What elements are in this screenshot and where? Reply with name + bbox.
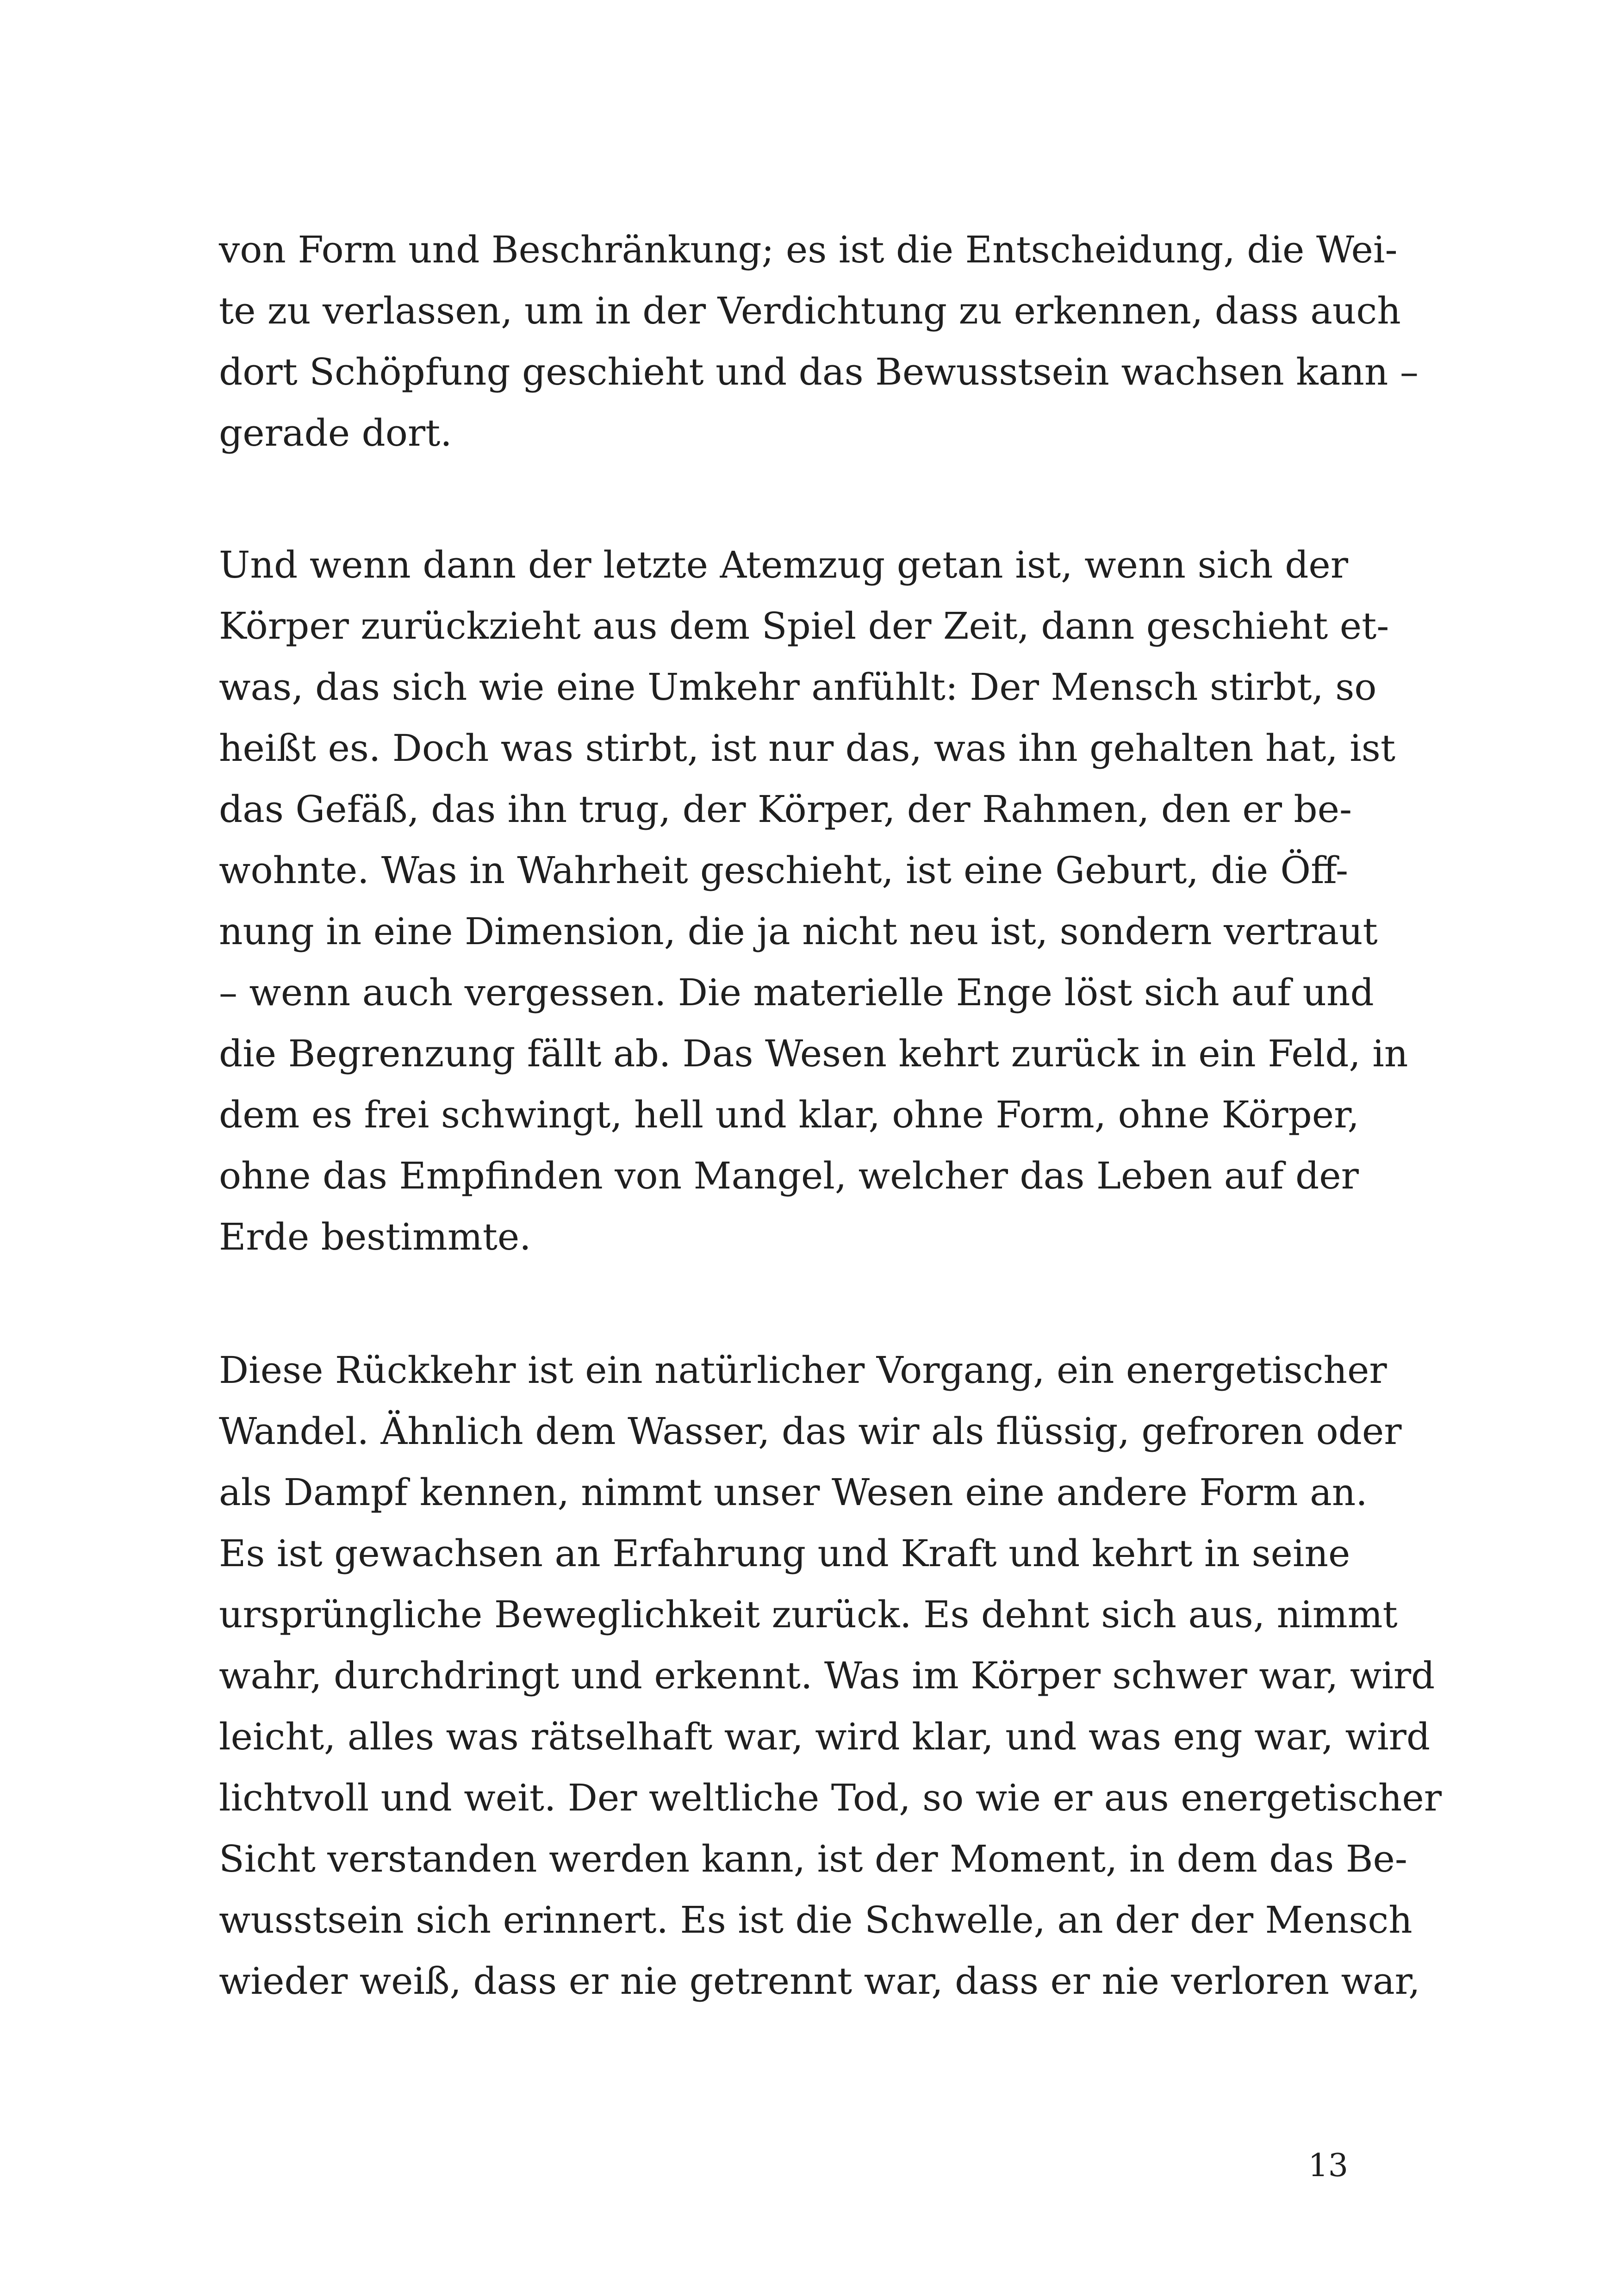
page-number: 13 [1308,2147,1348,2184]
text-line: Diese Rückkehr ist ein natürlicher Vorgang, ein energetischer [219,1349,1387,1392]
text-line: wohnte. Was in Wahrheit geschieht, ist eine Geburt, die Öff- [219,849,1348,892]
text-line: leicht, alles was rätselhaft war, wird klar, und was eng war, wird [219,1715,1431,1758]
text-line: heißt es. Doch was stirbt, ist nur das, was ihn gehalten hat, ist [219,727,1395,770]
text-line: Wandel. Ähnlich dem Wasser, das wir als flüssig, gefroren oder [219,1410,1402,1453]
text-line: ursprüngliche Beweglichkeit zurück. Es dehnt sich aus, nimmt [219,1593,1398,1636]
text-line: was, das sich wie eine Umkehr anfühlt: Der Mensch stirbt, so [219,666,1377,709]
text-line: ohne das Empfinden von Mangel, welcher das Leben auf der [219,1154,1359,1197]
text-line: dort Schöpfung geschieht und das Bewusstsein wachsen kann – [219,350,1419,393]
text-line: gerade dort. [219,411,452,454]
text-line: Und wenn dann der letzte Atemzug getan ist, wenn sich der [219,543,1348,586]
paragraph-1 [219,219,1419,464]
text-line: wahr, durchdringt und erkennt. Was im Körper schwer war, wird [219,1654,1435,1697]
paragraph-3 [219,1340,1442,2012]
text-line: lichtvoll und weit. Der weltliche Tod, so wie er aus energetischer [219,1776,1442,1819]
paragraph-2 [219,535,1408,1268]
text-line: – wenn auch vergessen. Die materielle Enge löst sich auf und [219,971,1374,1014]
text-line: die Begrenzung fällt ab. Das Wesen kehrt zurück in ein Feld, in [219,1032,1408,1075]
text-line: Es ist gewachsen an Erfahrung und Kraft und kehrt in seine [219,1532,1350,1575]
text-line: als Dampf kennen, nimmt unser Wesen eine andere Form an. [219,1471,1368,1514]
text-line: Erde bestimmte. [219,1215,531,1258]
text-line: das Gefäß, das ihn trug, der Körper, der Rahmen, den er be- [219,788,1352,831]
text-line: von Form und Beschränkung; es ist die Entscheidung, die Wei- [219,228,1398,271]
text-line: dem es frei schwingt, hell und klar, ohne Form, ohne Körper, [219,1093,1359,1136]
text-line: Körper zurückzieht aus dem Spiel der Zeit, dann geschieht et- [219,604,1389,647]
text-line: wusstsein sich erinnert. Es ist die Schwelle, an der der Mensch [219,1898,1413,1941]
text-line: Sicht verstanden werden kann, ist der Moment, in dem das Be- [219,1837,1407,1880]
text-line: te zu verlassen, um in der Verdichtung zu erkennen, dass auch [219,289,1401,332]
text-line: nung in eine Dimension, die ja nicht neu ist, sondern vertraut [219,910,1378,953]
text-line: wieder weiß, dass er nie getrennt war, dass er nie verloren war, [219,1960,1420,2003]
